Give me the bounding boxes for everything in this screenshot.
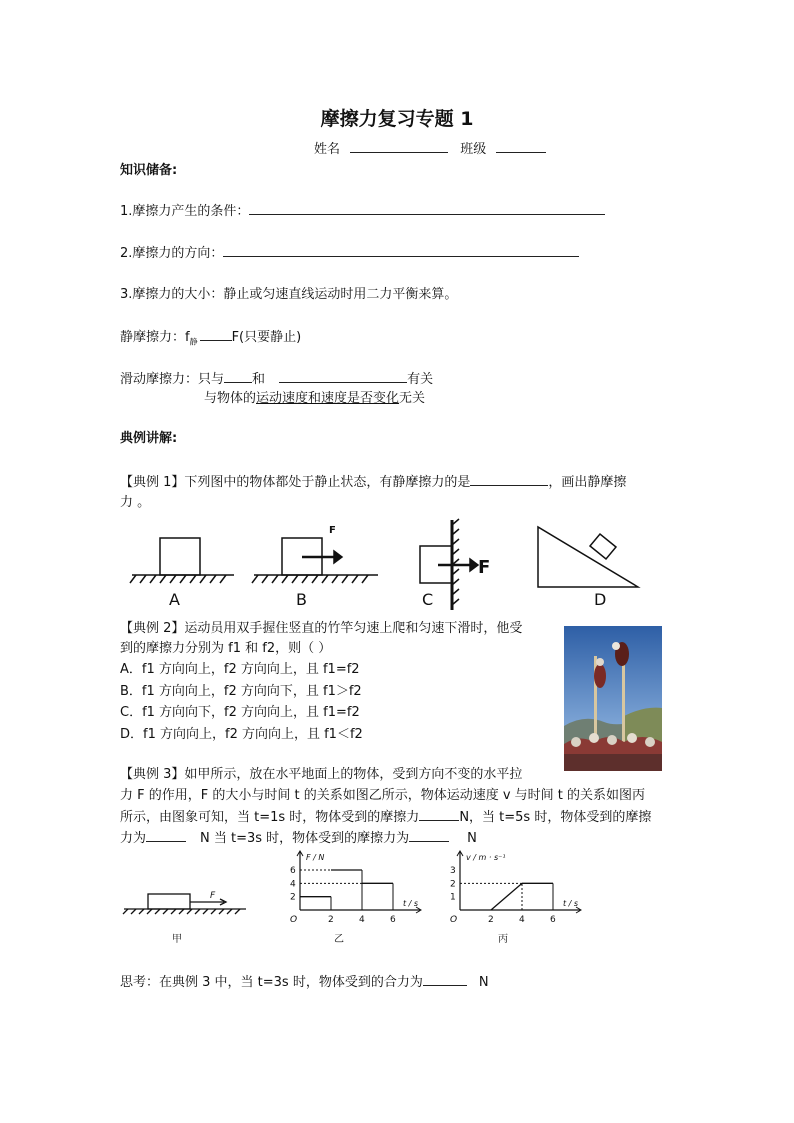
- x-axis-label: t / s: [563, 899, 579, 908]
- item2-blank[interactable]: [223, 244, 579, 257]
- ex3-text-b: N，当 t=5s 时，物体受到的摩擦: [459, 810, 652, 825]
- fig-c-force-label: F: [478, 557, 491, 578]
- jia-label: 甲: [172, 934, 182, 945]
- ex2-line1: 【典例 2】运动员用双手握住竖直的竹竿匀速上爬和匀速下滑时，他受: [120, 621, 523, 636]
- ex3-text-c: 力为: [120, 831, 147, 846]
- page-title: 摩擦力复习专题 1: [320, 108, 474, 130]
- v-ramp: [491, 883, 522, 910]
- figure-a: [130, 538, 234, 583]
- ex3-blank-1[interactable]: [419, 808, 459, 821]
- ex1-line2: 力 。: [120, 495, 151, 510]
- sliding-blank-1[interactable]: [224, 370, 252, 383]
- ex1-blank[interactable]: [470, 473, 548, 486]
- static-friction-line: [120, 328, 301, 352]
- bing-label: 丙: [498, 934, 508, 945]
- pole-climbing-photo: [564, 626, 662, 771]
- y-tick-label: 2: [450, 879, 456, 890]
- class-blank[interactable]: [496, 140, 546, 153]
- x-tick-label: 4: [519, 915, 525, 925]
- knowledge-item-3: 3.摩擦力的大小：静止或匀速直线运动时用二力平衡来算。: [120, 287, 458, 302]
- sliding2-underlined: 运动速度和速度是否变化: [256, 391, 400, 406]
- ex3-line3: [120, 808, 651, 827]
- think-question: [120, 973, 489, 992]
- name-blank[interactable]: [350, 140, 448, 153]
- sliding-text-b: 和: [252, 372, 266, 387]
- ex3-text-a: 所示，由图象可知，当 t=1s 时，物体受到的摩擦力: [120, 810, 420, 825]
- x-tick-label: 6: [550, 915, 556, 925]
- ex3-text-d: N 当 t=3s 时，物体受到的摩擦力为: [200, 831, 410, 846]
- ex1-line1: [120, 473, 626, 492]
- ex2-option-d[interactable]: D．f1 方向向上，f2 方向向上，且 f1＜f2: [120, 727, 363, 742]
- ex2-option-a[interactable]: A．f1 方向向上，f2 方向向上，且 f1=f2: [120, 662, 360, 677]
- x-tick-label: 2: [328, 915, 334, 925]
- origin-label: O: [290, 915, 298, 925]
- think-text-b: N: [478, 975, 489, 990]
- ex1-text-b: ，画出静摩擦: [548, 475, 627, 490]
- examples-heading: 典例讲解:: [120, 431, 178, 446]
- origin-label: O: [450, 915, 458, 925]
- fig-b-force-label: F: [329, 525, 336, 536]
- fig-label-c: C: [422, 590, 434, 609]
- y-tick-label: 1: [450, 892, 456, 903]
- item2-text: 2.摩擦力的方向：: [120, 246, 224, 261]
- figure-jia: [123, 894, 246, 914]
- static-sub: 静: [189, 337, 198, 347]
- y-tick-label: 6: [290, 866, 296, 876]
- y-tick-label: 2: [290, 892, 296, 903]
- sliding-text-a: 滑动摩擦力：只与: [120, 372, 225, 387]
- class-label: 班级: [460, 142, 487, 157]
- static-text-b: F(只要静止): [231, 330, 302, 345]
- ex3-blank-2[interactable]: [146, 829, 186, 842]
- y-tick-label: 3: [450, 866, 456, 876]
- item1-blank[interactable]: [249, 202, 605, 215]
- x-tick-label: 2: [488, 915, 494, 925]
- x-axis-label: t / s: [403, 899, 419, 908]
- figure-d: [538, 527, 638, 587]
- sliding2-text-a: 与物体的: [204, 391, 257, 406]
- think-text-a: 思考：在典例 3 中，当 t=3s 时，物体受到的合力为: [120, 975, 423, 990]
- yi-label: 乙: [334, 934, 344, 945]
- v-t-graph: [450, 851, 581, 925]
- ex2-option-c[interactable]: C．f1 方向向下，f2 方向向上，且 f1=f2: [120, 705, 360, 720]
- y-axis-label: F / N: [306, 853, 325, 862]
- knowledge-item-1: [120, 202, 605, 221]
- sliding-friction-line-2: [204, 390, 425, 408]
- fig-label-a: A: [169, 590, 180, 609]
- y-axis-label: v / m · s⁻¹: [466, 853, 506, 862]
- sliding-text-c: 有关: [407, 372, 434, 387]
- ex3-text-e: N: [467, 831, 477, 846]
- ex1-text-a: 【典例 1】下列图中的物体都处于静止状态，有静摩擦力的是: [120, 475, 471, 490]
- static-blank[interactable]: [200, 328, 232, 341]
- think-blank[interactable]: [423, 973, 467, 986]
- ex2-line2: 到的摩擦力分别为 f1 和 f2，则（ ）: [120, 641, 332, 656]
- sliding-blank-2[interactable]: [279, 370, 407, 383]
- ex3-line4: [120, 829, 477, 848]
- figure-b: [252, 538, 378, 583]
- ex3-blank-3[interactable]: [409, 829, 449, 842]
- ex3-line1: 【典例 3】如甲所示，放在水平地面上的物体，受到方向不变的水平拉: [120, 767, 523, 782]
- x-tick-label: 4: [359, 915, 365, 925]
- fig-label-d: D: [594, 590, 607, 609]
- ex2-option-b[interactable]: B．f1 方向向上，f2 方向向下，且 f1＞f2: [120, 684, 362, 699]
- fig-label-b: B: [296, 590, 307, 609]
- name-class-line: [314, 140, 546, 159]
- ex1-figure: [120, 515, 650, 610]
- item1-text: 1.摩擦力产生的条件：: [120, 204, 250, 219]
- knowledge-item-2: [120, 244, 579, 263]
- sliding-friction-line: [120, 370, 433, 389]
- jia-force-label: F: [210, 891, 216, 901]
- name-label: 姓名: [314, 142, 341, 157]
- ex3-line2: 力 F 的作用，F 的大小与时间 t 的关系如图乙所示，物体运动速度 v 与时间 t 的关系如图丙: [120, 788, 646, 803]
- knowledge-heading: 知识储备:: [120, 163, 178, 178]
- y-tick-label: 4: [290, 879, 296, 890]
- x-tick-label: 6: [390, 915, 396, 925]
- F-t-graph: [290, 851, 421, 925]
- static-text: 静摩擦力：f: [120, 330, 190, 345]
- ex3-figures: [120, 850, 600, 950]
- sliding2-text-b: 无关: [399, 391, 426, 406]
